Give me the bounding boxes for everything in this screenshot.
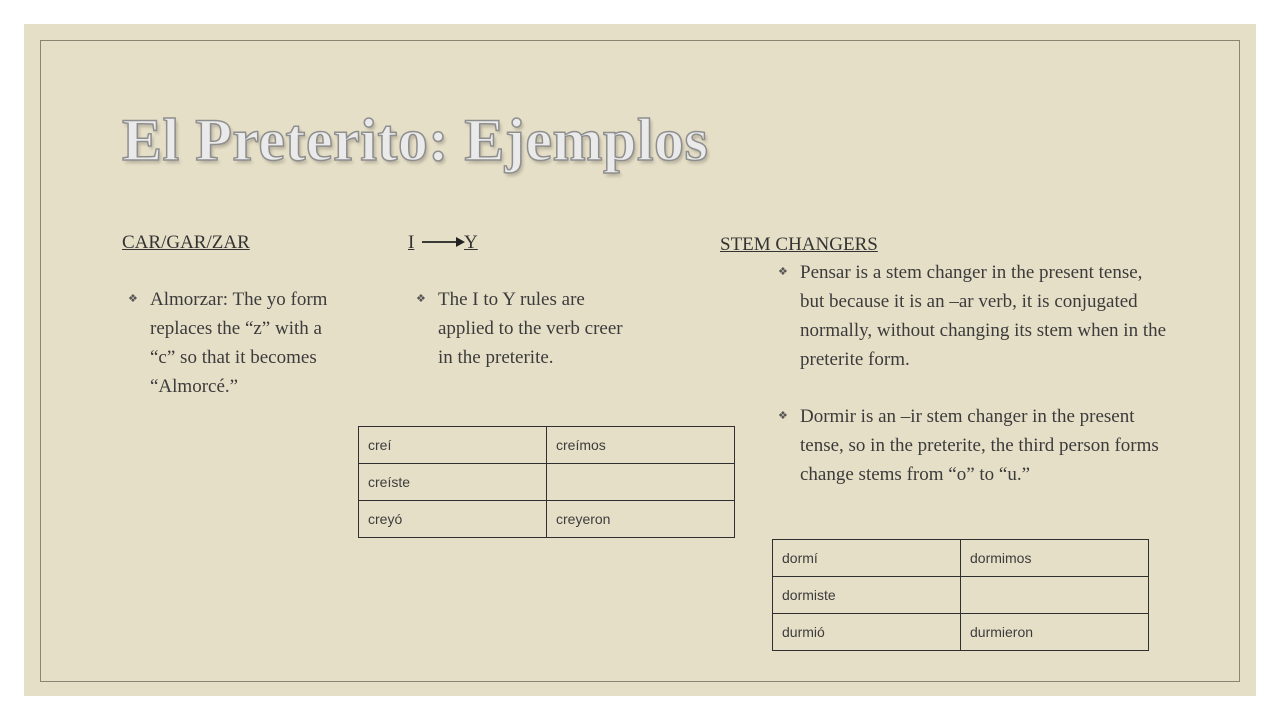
dormir-conjugation-table	[772, 539, 1149, 651]
dormir-bullet	[778, 402, 1170, 489]
table-row	[359, 427, 735, 464]
table-row	[773, 614, 1149, 651]
table-cell	[547, 464, 735, 501]
table-cell: creíste	[359, 464, 547, 501]
bullet-icon: ❖	[416, 293, 426, 305]
pensar-bullet	[778, 258, 1170, 374]
almorzar-bullet	[128, 285, 350, 401]
bullet-text: Pensar is a stem changer in the present tense, but because it is an –ar verb, it is conjugated normally, without changing its stem when in the preterite form.	[800, 262, 1167, 370]
table-cell: durmió	[773, 614, 961, 651]
table-row	[773, 577, 1149, 614]
table-row	[773, 540, 1149, 577]
table-cell: creí	[359, 427, 547, 464]
bullet-text: The I to Y rules are applied to the verb creer in the preterite.	[438, 289, 623, 368]
table-cell: creímos	[547, 427, 735, 464]
table-cell: creyeron	[547, 501, 735, 538]
slide-title: El Preterito: Ejemplos	[122, 107, 709, 173]
slide	[24, 24, 1256, 696]
i-letter: I	[408, 232, 415, 253]
bullet-text: Almorzar: The yo form replaces the “z” with a “c” so that it becomes “Almorcé.”	[150, 289, 328, 397]
i-to-y-heading	[408, 232, 414, 254]
y-letter: Y	[464, 232, 478, 253]
table-cell: durmieron	[961, 614, 1149, 651]
bullet-icon: ❖	[778, 410, 788, 422]
bullet-icon: ❖	[778, 266, 788, 278]
creer-conjugation-table	[358, 426, 735, 538]
bullet-icon: ❖	[128, 293, 138, 305]
table-cell: dormí	[773, 540, 961, 577]
table-cell: dormimos	[961, 540, 1149, 577]
i-to-y-bullet	[416, 285, 638, 372]
table-cell: creyó	[359, 501, 547, 538]
stem-changers-heading: STEM CHANGERS	[720, 234, 878, 255]
table-row	[359, 464, 735, 501]
car-gar-zar-heading: CAR/GAR/ZAR	[122, 232, 250, 253]
right-arrow-icon	[420, 235, 466, 249]
bullet-text: Dormir is an –ir stem changer in the present tense, so in the preterite, the third person forms change stems from “o” to “u.”	[800, 406, 1159, 485]
table-row	[359, 501, 735, 538]
table-cell: dormiste	[773, 577, 961, 614]
table-cell	[961, 577, 1149, 614]
